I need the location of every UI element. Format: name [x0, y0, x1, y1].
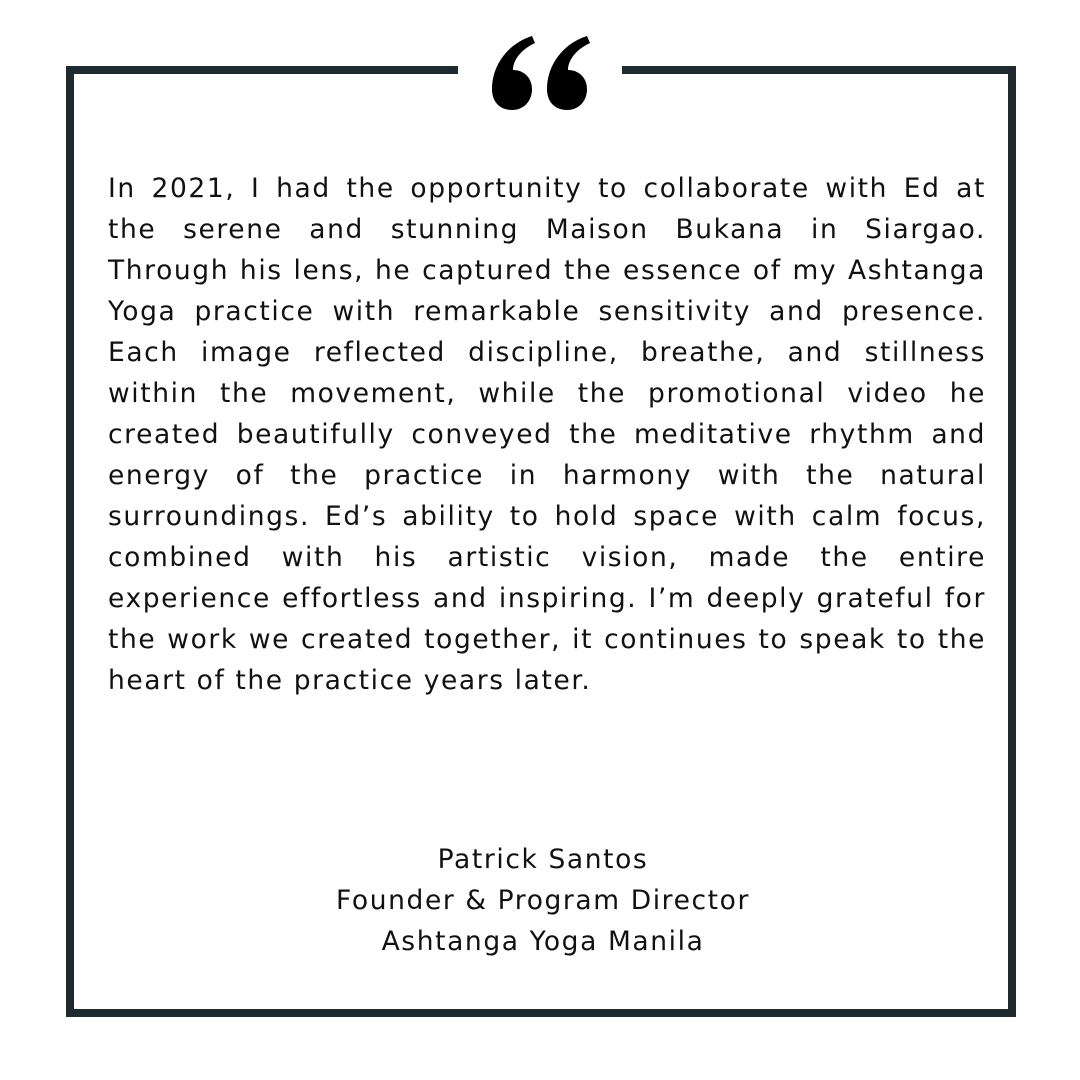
attribution: [108, 839, 978, 962]
quote-mark-icon: [492, 36, 590, 110]
author-name: Patrick Santos: [437, 844, 649, 875]
author-organization: Ashtanga Yoga Manila: [381, 926, 705, 957]
testimonial-text: In 2021, I had the opportunity to collaborate with Ed at the serene and stunning Maison Bukana in Siargao. Through his lens, he captured the essence of my Ashtanga Yoga practice with remarkable sensitivity and presence. Each image reflected discipline, breathe, and stillness within the movement, while the promotional video he created beautifully conveyed the meditative rhythm and energy of the practice in harmony with the natural surroundings. Ed’s ability to hold space with calm focus, combined with his artistic vision, made the entire experience effortless and inspiring. I’m deeply grateful for the work we created together, it continues to speak to the heart of the practice years later.: [108, 173, 986, 696]
author-title: Founder & Program Director: [336, 885, 750, 916]
